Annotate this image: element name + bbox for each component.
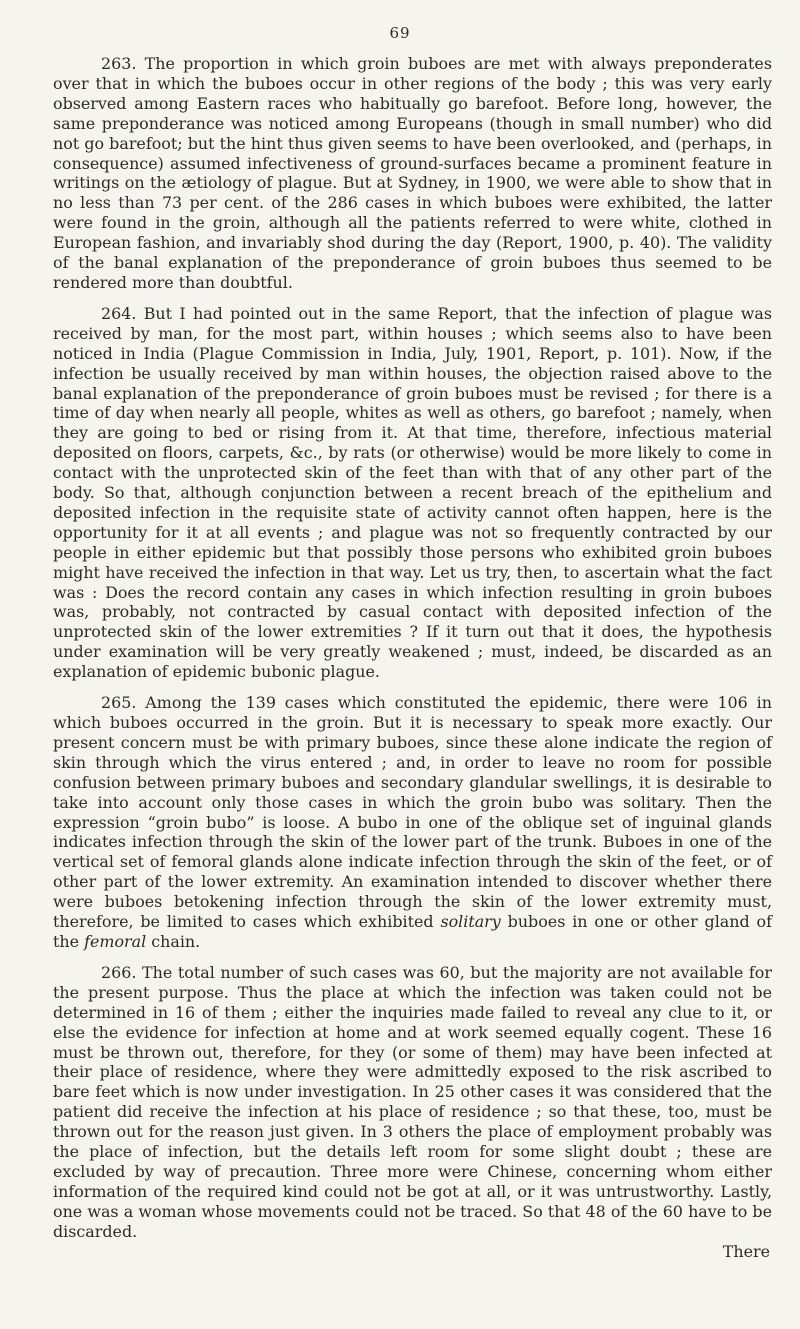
paragraph-263 (53, 54, 772, 293)
paragraph-264 (53, 304, 772, 682)
paragraph-266 (53, 963, 772, 1242)
page-number: 69 (389, 24, 411, 42)
paragraph-text: But I had pointed out in the same Report, that the infection of plague was received by man, for the most part, within houses ; which seems also to have been noticed in India (Plague Commission in India, July, 1901, Report, p. 101). Now, if the infection be usually received by man within houses, the objection raised above to the banal explanation of the preponderance of groin buboes must be revised ; for there is a time of day when nearly all people, whites as well as others, go barefoot ; namely, when they are going to bed or rising from it. At that time, therefore, infectious material deposited on floors, carpets, &c., by rats (or otherwise) would be more likely to come in contact with the unprotected skin of the feet than with that of any other part of the body. So that, although conjunction between a recent breach of the epithelium and deposited infection in the requisite state of activity cannot often happen, here is the opportunity for it at all events ; and plague was not so frequently contracted by our people in either epidemic but that possibly those persons who exhibited groin buboes might have received the infection in that way. Let us try, then, to ascertain what the fact was : Does the record contain any cases in which infection resulting in groin buboes was, probably, not contracted by casual contact with deposited infection of the unprotected skin of the lower extremities ? If it turn out that it does, the hypothesis under examination will be very greatly weakened ; must, indeed, be discarded as an explanation of epidemic bubonic plague. (53, 303, 772, 682)
emphasis-solitary: solitary (440, 912, 501, 932)
catchword: There (722, 1241, 770, 1261)
paragraph-text: The total number of such cases was 60, but the majority are not available for the present purpose. Thus the place at which the infection was taken could not be determined in 16 of them ; either the inquiries made failed to reveal any clue to it, or else the evidence for infection at home and at work seemed equally cogent. These 16 must be thrown out, therefore, for they (or some of them) may have been infected at their place of residence, where they were admittedly exposed to the risk ascribed to bare feet which is now under investigation. In 25 other cases it was considered that the patient did receive the infection at his place of residence ; so that these, too, must be thrown out for the reason just given. In 3 others the place of employment probably was the place of infection, but the details left room for some slight doubt ; these are excluded by way of precaution. Three more were Chinese, concerning whom either information of the required kind could not be got at all, or it was untrustworthy. Lastly, one was a woman whose movements could not be traced. So that 48 of the 60 have to be discarded. (53, 962, 772, 1241)
paragraph-265 (53, 693, 772, 952)
paragraph-number: 263. (101, 54, 137, 73)
paragraph-number: 265. (101, 693, 137, 713)
emphasis-femoral: femoral (84, 931, 147, 951)
paragraph-text: The proportion in which groin buboes are met with always preponderates over that in which the buboes occur in other regions of the body ; this was very early observed among Eastern races who habitually go barefoot. Before long, however, the same preponderance was noticed among Europeans (though in small number) who did not go barefoot; but the hint thus given seems to have been overlooked, and (perhaps, in consequence) assumed infectiveness of ground-surfaces became a prominent feature in writings on the ætiology of plague. But at Sydney, in 1900, we were able to show that in no less than 73 per cent. of the 286 cases in which buboes were exhibited, the latter were found in the groin, although all the patients referred to were white, clothed in European fashion, and invariably shod during the day (Report, 1900, p. 40). The validity of the banal explanation of the preponderance of groin buboes thus seemed to be rendered more than doubtful. (53, 54, 772, 292)
paragraph-number: 266. (101, 962, 137, 982)
paragraph-number: 264. (101, 303, 137, 323)
paragraph-text: Among the 139 cases which constituted the epidemic, there were 106 in which buboes occurred in the groin. But it is necessary to speak more exactly. Our present concern must be with primary buboes, since these alone indicate the region of skin through which the virus entered ; and, in order to leave no room for possible confusion between primary buboes and secondary glandular swellings, it is desirable to take into account only those cases in which the groin bubo was solitary. Then the expression “groin bubo” is loose. A bubo in one of the oblique set of inguinal glands indicates infection through the skin of the lower part of the trunk. Buboes in one of the vertical set of femoral glands alone indicate infection through the skin of the feet, or of other part of the lower extremity. An examination intended to discover whether there were buboes betokening infection through the skin of the lower extremity must, therefore, be limited to cases which exhibited (53, 693, 772, 932)
paragraph-text: buboes in one or other gland of the (53, 912, 772, 951)
paragraph-text: chain. (151, 931, 201, 951)
